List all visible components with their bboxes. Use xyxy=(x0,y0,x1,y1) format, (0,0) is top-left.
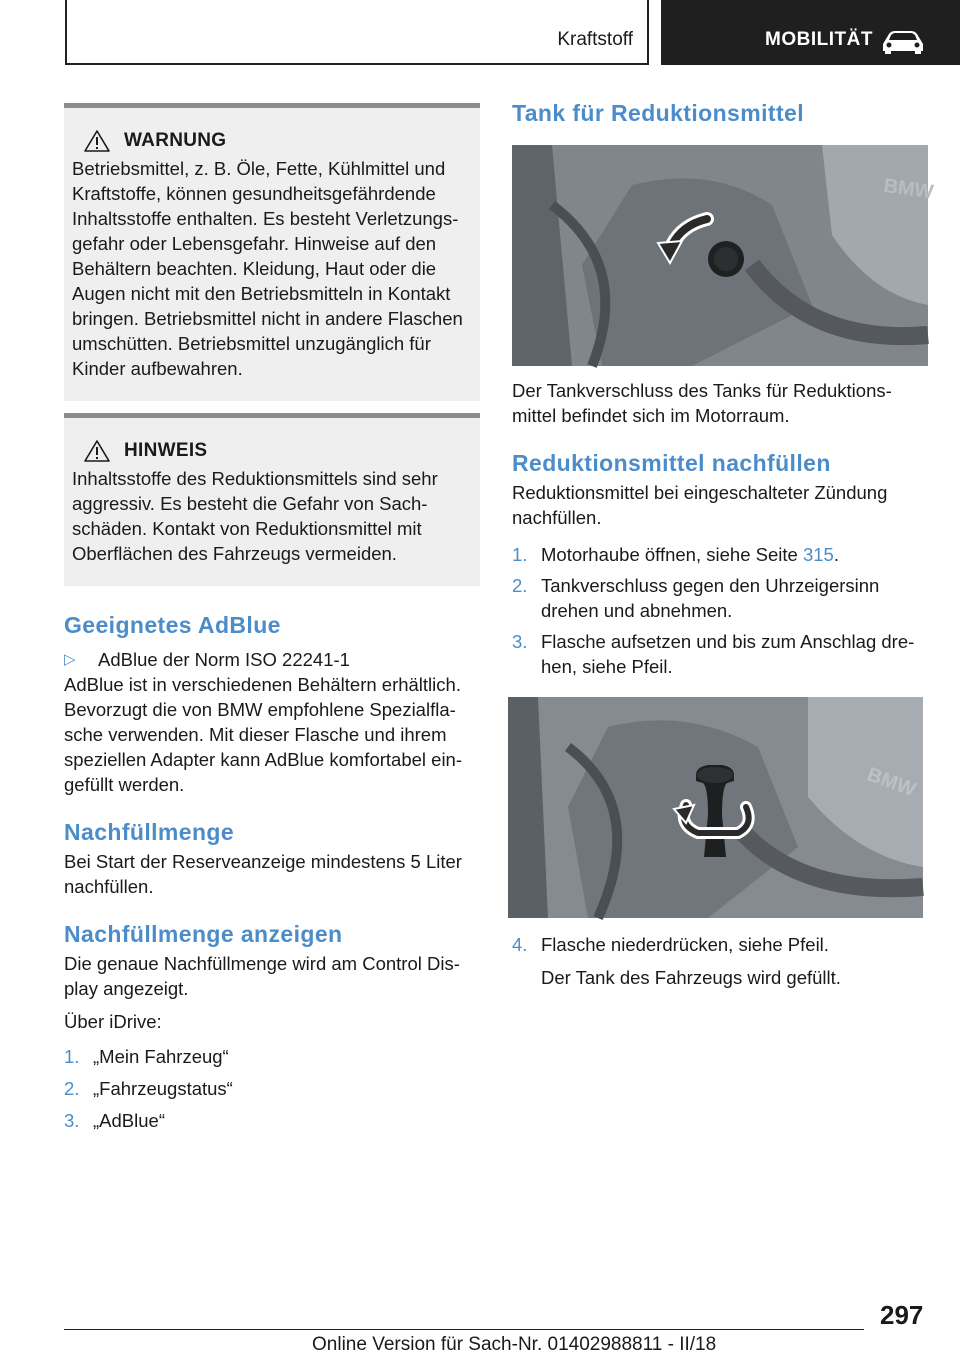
step-text-end: . xyxy=(833,544,839,565)
section-heading-refill: Reduktionsmittel nachfüllen xyxy=(512,450,831,476)
list-item xyxy=(512,932,928,957)
step4-result: Der Tank des Fahrzeugs wird gefüllt. xyxy=(541,967,841,988)
warning-box xyxy=(64,103,480,401)
engine-cover-brand: BMW xyxy=(864,763,919,802)
engine-cover-brand: BMW xyxy=(882,174,935,204)
refill-steps xyxy=(512,542,928,679)
bullet-triangle-icon: ▷ xyxy=(64,651,76,668)
list-item xyxy=(512,573,928,623)
list-item-number: 2. xyxy=(512,575,528,596)
section-heading-amount: Nachfüllmenge xyxy=(64,819,235,845)
bottle-illustration xyxy=(508,697,923,918)
list-item xyxy=(64,1076,480,1101)
adblue-norm-bullet xyxy=(64,647,480,672)
list-item xyxy=(64,1044,480,1069)
amount-display-text: Die genaue Nachfüllmenge wird am Control Display angezeigt. xyxy=(64,953,460,999)
refill-intro: Reduktionsmittel bei eingeschalteter Zündung nachfüllen. xyxy=(512,482,888,528)
section-heading-tank: Tank für Reduktionsmittel xyxy=(512,100,804,126)
list-item-number: 3. xyxy=(64,1110,80,1131)
list-item-text: „Fahrzeugstatus“ xyxy=(93,1078,233,1099)
tank-caption: Der Tankverschluss des Tanks für Reduktionsmittel befindet sich im Motorraum. xyxy=(512,380,892,426)
list-item xyxy=(64,1108,480,1133)
engine-bay-illustration xyxy=(512,145,935,366)
list-item-text xyxy=(541,542,839,567)
step-text: Motorhaube öffnen, siehe Seite xyxy=(541,544,803,565)
list-item xyxy=(512,629,928,679)
list-item-text: „Mein Fahrzeug“ xyxy=(93,1046,229,1067)
notice-text: Inhaltsstoffe des Reduktionsmittels sind sehr aggressiv. Es besteht die Gefahr von Sachschäden. Kontakt von Reduktionsmittel mit Oberflächen des Fahrzeugs vermeiden. xyxy=(72,468,438,564)
header-section-box xyxy=(65,0,649,65)
footer-version: Online Version für Sach-Nr. 01402988811 - II/18 xyxy=(312,1334,717,1355)
list-item-text: Flasche aufsetzen und bis zum Anschlag drehen, siehe Pfeil. xyxy=(541,631,915,677)
warning-title: WARNUNG xyxy=(124,130,227,151)
engine-bay-photo-1 xyxy=(512,145,935,366)
page-number: 297 xyxy=(880,1300,924,1330)
list-item xyxy=(512,542,928,567)
header-section-title: Kraftstoff xyxy=(557,29,633,50)
warning-triangle-icon xyxy=(84,440,110,462)
adblue-text: AdBlue ist in verschiedenen Behältern erhältlich. Bevorzugt die von BMW empfohlene Spezialflasche verwenden. Mit dieser Flasche und ihrem speziellen Adapter kann AdBlue komfortabel eingefüllt werden. xyxy=(64,674,463,795)
list-item-number: 1. xyxy=(512,544,528,565)
list-item-text: Tankverschluss gegen den Uhrzeigersinn drehen und abnehmen. xyxy=(541,575,880,621)
idrive-steps xyxy=(64,1044,480,1133)
car-icon xyxy=(880,30,926,54)
header-chapter-title: MOBILITÄT xyxy=(765,29,873,50)
notice-box xyxy=(64,413,480,586)
footer-divider xyxy=(64,1329,864,1330)
engine-bay-photo-2 xyxy=(508,697,923,918)
list-item-number: 2. xyxy=(64,1078,80,1099)
list-item-number: 4. xyxy=(512,934,528,955)
list-item-text: Flasche niederdrücken, siehe Pfeil. xyxy=(541,934,829,955)
amount-text: Bei Start der Reserveanzeige mindestens 5 Liter nachfüllen. xyxy=(64,851,462,897)
list-item-text: „AdBlue“ xyxy=(93,1110,165,1131)
warning-text: Betriebsmittel, z. B. Öle, Fette, Kühlmittel und Kraftstoffe, können gesundheitsgefährdende Inhaltsstoffe enthalten. Es besteht Verletzungsgefahr oder Lebensgefahr. Hinweise auf den Behältern beachten. Kleidung, Haut oder die Augen nicht mit den Betriebsmitteln in Kontakt bringen. Betriebsmittel nicht in andere Flaschen umschütten. Betriebsmittel unzugänglich für Kinder aufbewahren. xyxy=(72,158,463,379)
refill-steps-cont xyxy=(512,932,928,957)
idrive-label: Über iDrive: xyxy=(64,1011,162,1032)
section-heading-adblue: Geeignetes AdBlue xyxy=(64,612,281,638)
list-item-number: 3. xyxy=(512,631,528,652)
adblue-norm-text: AdBlue der Norm ISO 22241-1 xyxy=(98,649,350,670)
page-link[interactable]: 315 xyxy=(802,544,834,565)
notice-title: HINWEIS xyxy=(124,440,208,461)
warning-triangle-icon xyxy=(84,130,110,152)
list-item-number: 1. xyxy=(64,1046,80,1067)
section-heading-amount-display: Nachfüllmenge anzeigen xyxy=(64,921,343,947)
